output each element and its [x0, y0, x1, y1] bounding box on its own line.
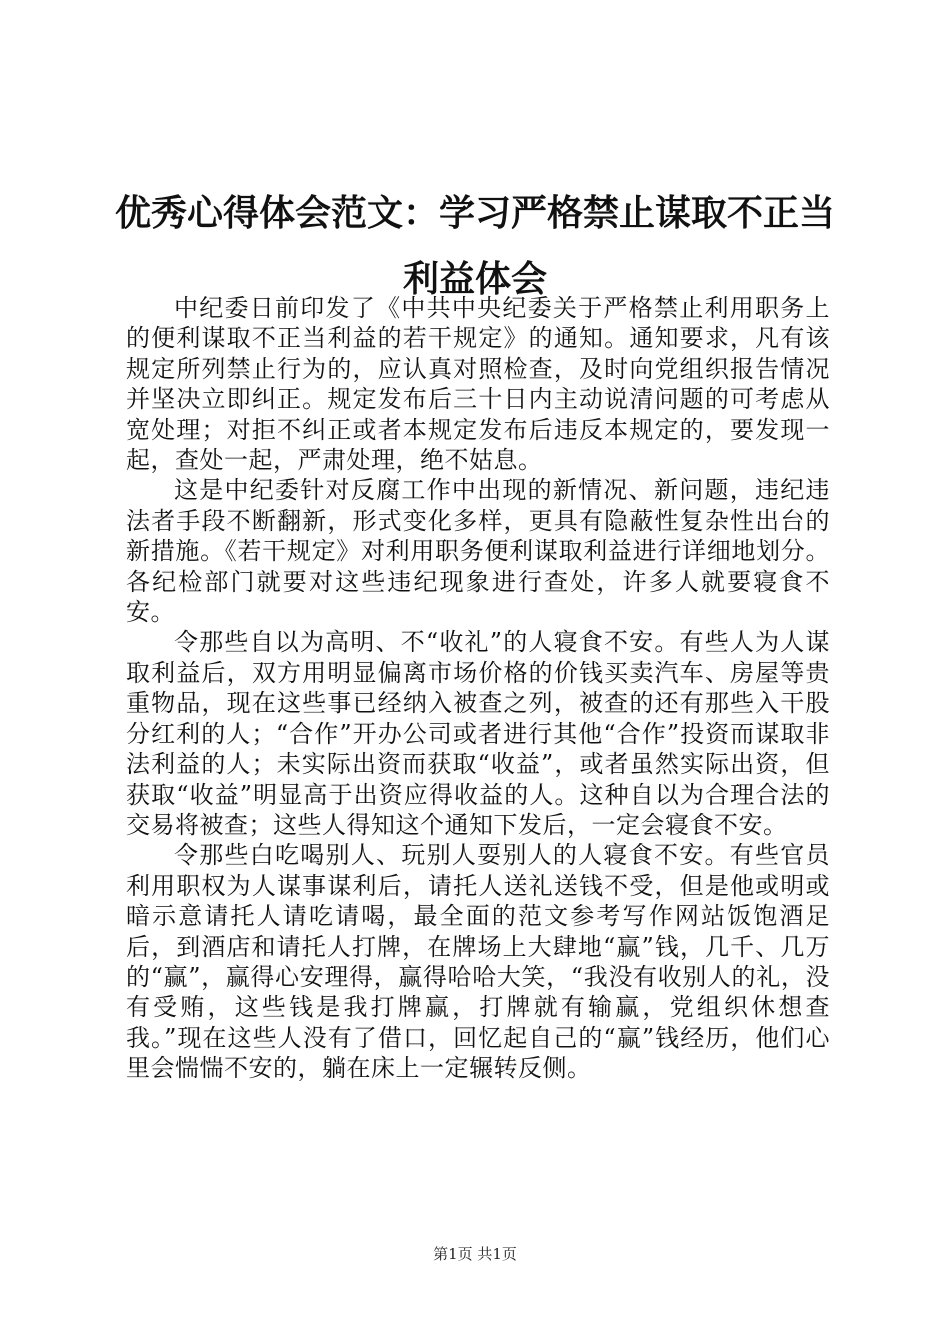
paragraph-2: 这是中纪委针对反腐工作中出现的新情况、新问题，违纪违法者手段不断翻新，形式变化多样，更具有隐蔽性复杂性出台的新措施。《若干规定》对利用职务便利谋取利益进行详细地划分。各纪检部门就要对这些违纪现象进行查处，许多人就要寝食不安。 [126, 476, 830, 627]
page-footer: 第1页 共1页 [433, 1245, 517, 1263]
document-title: 优秀心得体会范文：学习严格禁止谋取不正当利益体会 [114, 192, 835, 300]
paragraph-1: 中纪委日前印发了《中共中央纪委关于严格禁止利用职务上的便利谋取不正当利益的若干规定》的通知。通知要求，凡有该规定所列禁止行为的，应认真对照检查，及时向党组织报告情况并坚决立即纠正。规定发布后三十日内主动说清问题的可考虑从宽处理；对拒不纠正或者本规定发布后违反本规定的，要发现一起，查处一起，严肃处理，绝不姑息。 [126, 294, 830, 475]
paragraph-3: 令那些自以为高明、不“收礼”的人寝食不安。有些人为人谋取利益后，双方用明显偏离市场价格的价钱买卖汽车、房屋等贵重物品，现在这些事已经纳入被查之列，被查的还有那些入干股分红利的人；“合作”开办公司或者进行其他“合作”投资而谋取非法利益的人；未实际出资而获取“收益”，或者虽然实际出资，但获取“收益”明显高于出资应得收益的人。这种自以为合理合法的交易将被查；这些人得知这个通知下发后，一定会寝食不安。 [126, 628, 830, 839]
paragraph-4: 令那些白吃喝别人、玩别人耍别人的人寝食不安。有些官员利用职权为人谋事谋利后，请托人送礼送钱不受，但是他或明或暗示意请托人请吃请喝，最全面的范文参考写作网站饭饱酒足后，到酒店和请托人打牌，在牌场上大肆地“赢”钱，几千、几万的“赢”，赢得心安理得，赢得哈哈大笑，“我没有收别人的礼，没有受贿，这些钱是我打牌赢，打牌就有输赢，党组织休想查我。”现在这些人没有了借口，回忆起自己的“赢”钱经历，他们心里会惴惴不安的，躺在床上一定辗转反侧。 [126, 841, 830, 1083]
document-body [126, 293, 830, 1084]
